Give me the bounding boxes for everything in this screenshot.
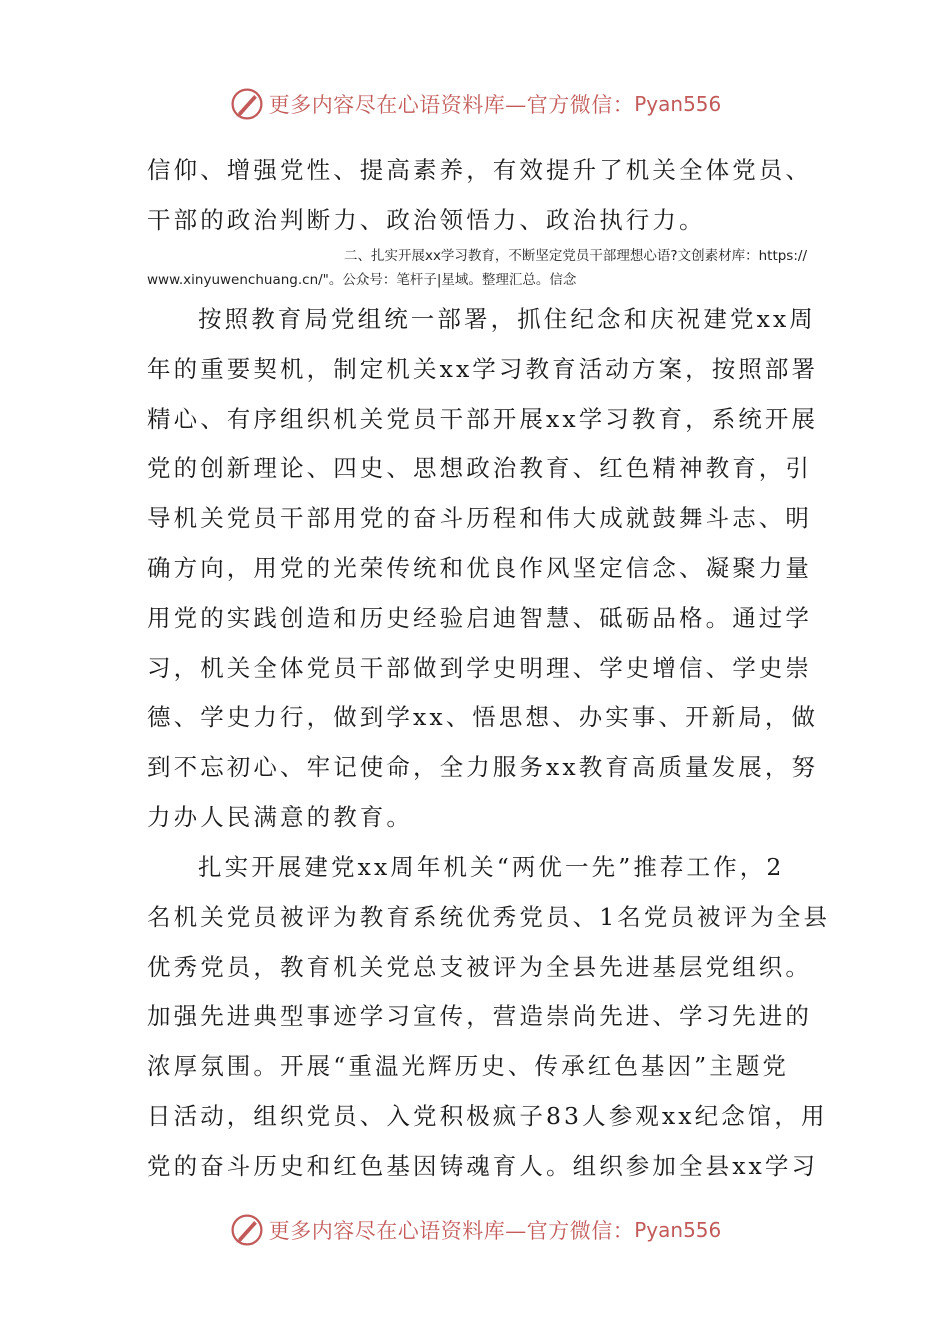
banner-text: 更多内容尽在心语资料库—官方微信： xyxy=(268,1219,635,1243)
text-line: 年的重要契机，制定机关xx学习教育活动方案，按照部署 xyxy=(147,354,819,383)
text-line: 信仰、增强党性、提高素养，有效提升了机关全体党员、 xyxy=(147,156,812,184)
text-line: 按照教育局党组统一部署，抓住纪念和庆祝建党xx周 xyxy=(198,305,816,333)
text-line: 干部的政治判断力、政治领悟力、政治执行力。 xyxy=(147,205,706,234)
text-line: 党的奋斗历史和红色基因铸魂育人。组织参加全县xx学习 xyxy=(147,1151,819,1180)
text-line: 力办人民满意的教育。 xyxy=(147,802,413,831)
text-line: 德、学史力行，做到学xx、悟思想、办实事、开新局，做 xyxy=(147,703,819,732)
text-line: 日活动，组织党员、入党积极疯子83人参观xx纪念馆，用 xyxy=(147,1101,828,1130)
banner-wechat-id: Pyan556 xyxy=(634,1218,722,1242)
text-line: 优秀党员，教育机关党总支被评为全县先进基层党组织。 xyxy=(147,952,812,981)
heading-note-line-1: 二、扎实开展xx学习教育，不断坚定党员干部理想心语?文创素材库：https:// xyxy=(343,248,807,264)
text-line: 到不忘初心、牢记使命，全力服务xx教育高质量发展，努 xyxy=(147,753,819,782)
text-line: 习，机关全体党员干部做到学史明理、学史增信、学史崇 xyxy=(147,653,812,682)
text-line: 精心、有序组织机关党员干部开展xx学习教育，系统开展 xyxy=(147,404,819,433)
paragraph-block-2 xyxy=(147,295,819,843)
banner-wechat-id: Pyan556 xyxy=(634,92,722,116)
text-line: 加强先进典型事迹学习宣传，营造崇尚先进、学习先进的 xyxy=(147,1002,812,1031)
heading-note-line-2: www.xinyuwenchuang.cn/"。公众号：笔杆子|星域。整理汇总。信念 xyxy=(147,272,577,288)
header-banner xyxy=(0,82,950,126)
pen-logo-icon xyxy=(229,86,265,122)
paragraph-block-1 xyxy=(147,146,812,246)
text-line: 名机关党员被评为教育系统优秀党员、1名党员被评为全县 xyxy=(147,902,831,931)
text-line: 导机关党员干部用党的奋斗历程和伟大成就鼓舞斗志、明 xyxy=(147,504,812,533)
pen-logo-icon xyxy=(229,1212,265,1248)
text-line: 浓厚氛围。开展“重温光辉历史、传承红色基因”主题党 xyxy=(147,1052,790,1081)
footer-banner xyxy=(0,1208,950,1252)
text-line: 扎实开展建党xx周年机关“两优一先”推荐工作，2 xyxy=(198,853,785,881)
text-line: 确方向，用党的光荣传统和优良作风坚定信念、凝聚力量 xyxy=(147,553,812,582)
paragraph-block-3 xyxy=(147,843,831,1192)
banner-text: 更多内容尽在心语资料库—官方微信： xyxy=(268,93,635,117)
text-line: 用党的实践创造和历史经验启迪智慧、砥砺品格。通过学 xyxy=(147,603,812,632)
text-line: 党的创新理论、四史、思想政治教育、红色精神教育，引 xyxy=(147,454,812,483)
